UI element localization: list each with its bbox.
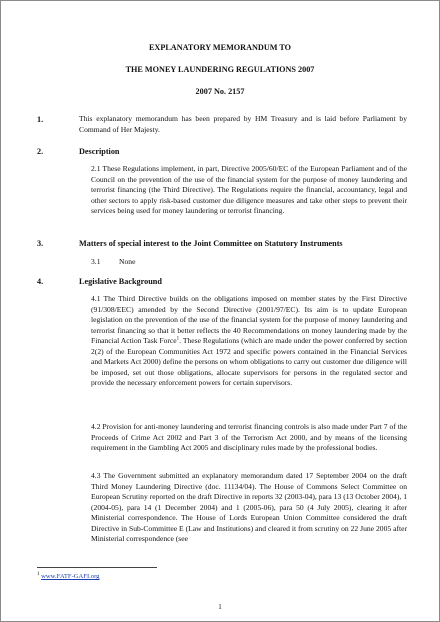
paragraph-4-1-end: . These Regulations (which are made under the power conferred by section 2(2) of the European Communities Act 1972 and specific powers contained in the Financial Services and Markets Act 2000) define the persons on whom obligations to carry out customer due diligence will be imposed, set out those obligations, allocate supervisors for persons in the regulated sector and provide the necessary enforcement powers for certain supervisors.	[91, 336, 407, 387]
regulation-number: 2007 No. 2157	[195, 87, 245, 96]
paragraph-2-1: 2.1 These Regulations implement, in part, Directive 2005/60/EC of the European Parliament and of the Council on the prevention of the use of the financial system for the purpose of money laundering and terrorist financing (the Third Directive). The Regulations require the financial, accountancy, legal and other sectors to apply risk-based customer due diligence measures and take other steps to prevent their services being used for money laundering or terrorist financing.	[91, 164, 407, 215]
section-3-heading: Matters of special interest to the Joint Committee on Statutory Instruments	[79, 239, 343, 248]
footnote-ref-1: 1	[176, 336, 180, 342]
paragraph-4-2: 4.2 Provision for anti-money laundering and terrorist financing controls is also made under Part 7 of the Proceeds of Crime Act 2002 and Part 3 of the Terrorism Act 2000, and by means of the licensing requirement in the Gambling Act 2005 and disciplinary rules made by the professional bodies.	[91, 422, 407, 452]
paragraph-4-1	[91, 294, 407, 389]
section-3-number: 3.	[37, 239, 44, 248]
paragraph-3-1-number: 3.1	[91, 257, 101, 266]
section-1-number: 1.	[37, 115, 44, 124]
memo-title: EXPLANATORY MEMORANDUM TO	[148, 43, 292, 52]
page-number: 1	[218, 603, 222, 611]
section-4-heading: Legislative Background	[79, 277, 162, 286]
paragraph-4-3: 4.3 The Government submitted an explanatory memorandum dated 17 September 2004 on the draft Third Money Laundering Directive (doc. 11134/04). The House of Commons Select Committee on European Scrutiny reported on the draft Directive in reports 32 (2003-04), para 13 (13 October 2004), 1 (2004-05), para 14 (1 December 2004) and 1 (2005-06), para 50 (4 July 2005), clearing it after Ministerial correspondence. The House of Lords European Union Committee considered the draft Directive in Sub-Committee E (Law and Institutions) and cleared it from scrutiny on 22 June 2005 after Ministerial correspondence (see	[91, 471, 407, 543]
paragraph-4-1-start: 4.1 The Third Directive builds on the obligations imposed on member states by the First Directive (91/308/EEC) amended by the Second Directive (2001/97/EC). Its aim is to update European legislation on the prevention of the use of the financial system for the purpose of money laundering and terrorist financing so that it better reflects the 40 Recommendations on money laundering made by the Financial Action Task Force	[91, 294, 407, 345]
footnote-separator	[37, 567, 157, 568]
paragraph-3-1-text: None	[119, 257, 136, 266]
fatf-link[interactable]: www.FATF-GAFI.org	[41, 573, 100, 580]
section-1-text: This explanatory memorandum has been prepared by HM Treasury and is laid before Parliament by Command of Her Majesty.	[79, 114, 407, 134]
section-4-number: 4.	[37, 277, 44, 286]
footnote-number: 1	[37, 571, 40, 577]
section-2-heading: Description	[79, 147, 120, 156]
section-2-number: 2.	[37, 147, 44, 156]
regulation-title: THE MONEY LAUNDERING REGULATIONS 2007	[125, 65, 315, 74]
footnote	[37, 573, 99, 580]
